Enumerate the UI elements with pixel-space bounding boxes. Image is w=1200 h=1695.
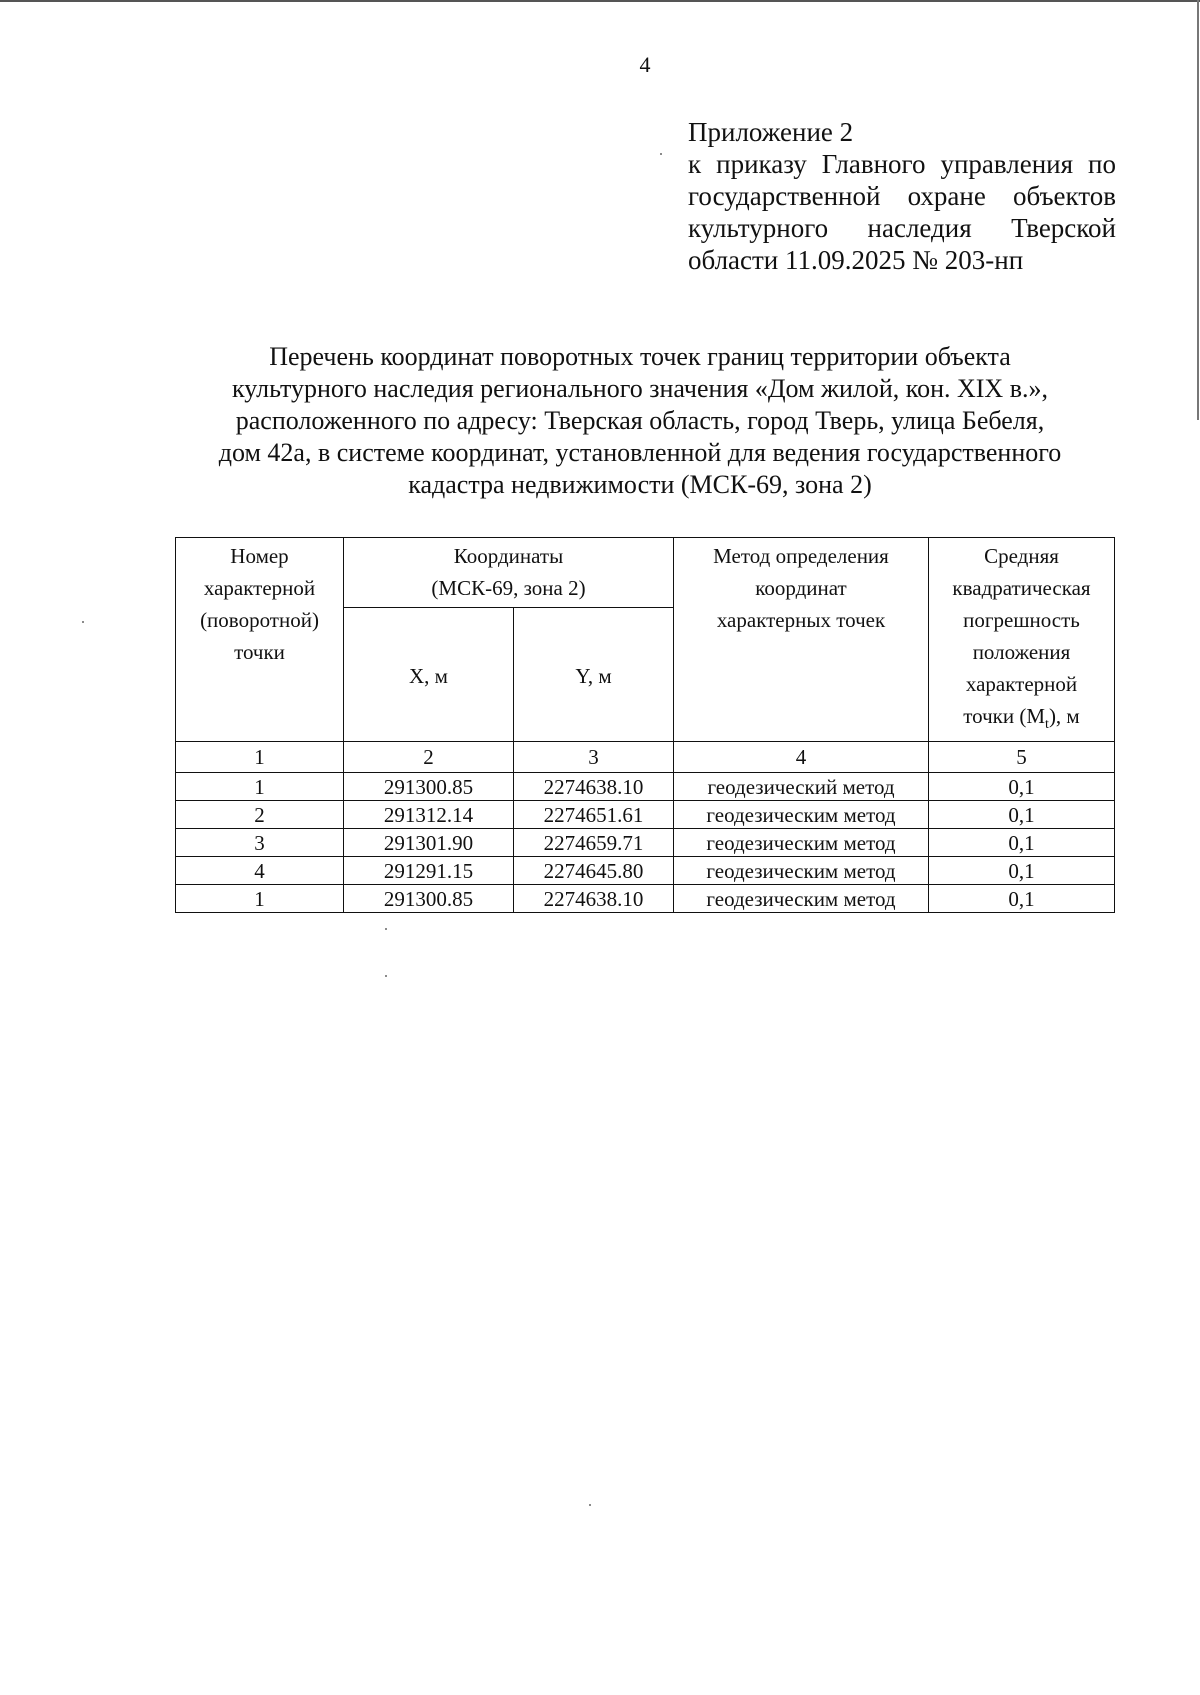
- column-number: 4: [674, 742, 929, 773]
- scan-top-edge: [0, 0, 1200, 2]
- scan-speck: [82, 621, 84, 623]
- cell-point: 4: [176, 857, 344, 885]
- header-point-number: [176, 538, 344, 742]
- cell-method: геодезическим метод: [674, 801, 929, 829]
- cell-x: 291312.14: [344, 801, 514, 829]
- column-number: 1: [176, 742, 344, 773]
- appendix-line: государственной охране объектов: [688, 181, 1116, 211]
- cell-error: 0,1: [929, 829, 1115, 857]
- cell-point: 3: [176, 829, 344, 857]
- table-row: [176, 829, 1115, 857]
- header-text: (поворотной): [200, 608, 319, 632]
- cell-y: 2274638.10: [514, 885, 674, 913]
- cell-x: 291300.85: [344, 885, 514, 913]
- title-line: расположенного по адресу: Тверская область, город Тверь, улица Бебеля,: [235, 406, 1045, 435]
- title-line: Перечень координат поворотных точек границ территории объекта: [269, 342, 1011, 371]
- scan-speck: [660, 153, 662, 155]
- appendix-line: Приложение 2: [688, 117, 854, 147]
- cell-method: геодезический метод: [674, 773, 929, 801]
- title-line: культурного наследия регионального значения «Дом жилой, кон. XIX в.»,: [231, 374, 1048, 403]
- title-line: дом 42а, в системе координат, установленной для ведения государственного: [218, 438, 1062, 467]
- cell-point: 1: [176, 885, 344, 913]
- table-row: [176, 885, 1115, 913]
- header-error: [929, 538, 1115, 742]
- cell-error: 0,1: [929, 857, 1115, 885]
- header-text: [933, 700, 1110, 741]
- header-text: координат: [755, 576, 847, 600]
- header-text: характерной: [965, 672, 1078, 696]
- title-line: кадастра недвижимости (МСК-69, зона 2): [408, 470, 872, 499]
- header-text: Метод определения: [713, 544, 889, 568]
- column-number: 3: [514, 742, 674, 773]
- cell-method: геодезическим метод: [674, 885, 929, 913]
- header-coordinates: [344, 538, 674, 608]
- header-text-part: точки (M: [963, 704, 1046, 728]
- cell-error: 0,1: [929, 801, 1115, 829]
- cell-error: 0,1: [929, 885, 1115, 913]
- cell-error: 0,1: [929, 773, 1115, 801]
- scan-speck: [385, 928, 387, 930]
- cell-x: 291291.15: [344, 857, 514, 885]
- header-text: квадратическая: [952, 576, 1091, 600]
- header-text: положения: [972, 640, 1071, 664]
- appendix-line: к приказу Главного управления по: [688, 149, 1116, 179]
- cell-point: 1: [176, 773, 344, 801]
- cell-y: 2274659.71: [514, 829, 674, 857]
- cell-y: 2274645.80: [514, 857, 674, 885]
- header-text: характерной: [203, 576, 316, 600]
- header-text: характерных точек: [716, 608, 886, 632]
- cell-x: 291300.85: [344, 773, 514, 801]
- appendix-line: области 11.09.2025 № 203-нп: [688, 245, 1024, 275]
- header-y: Y, м: [514, 608, 674, 742]
- scan-speck: [589, 1504, 591, 1506]
- column-number: 2: [344, 742, 514, 773]
- cell-x: 291301.90: [344, 829, 514, 857]
- header-text: (МСК-69, зона 2): [431, 576, 586, 600]
- header-subscript: t: [1045, 717, 1049, 733]
- cell-point: 2: [176, 801, 344, 829]
- header-text: Координаты: [453, 544, 564, 568]
- page-number: 4: [639, 52, 651, 77]
- table-row: [176, 857, 1115, 885]
- document-title: [170, 341, 1110, 501]
- table-row: [176, 773, 1115, 801]
- header-text: погрешность: [963, 608, 1080, 632]
- scan-speck: [385, 975, 387, 977]
- header-text: Средняя: [984, 544, 1059, 568]
- cell-y: 2274651.61: [514, 801, 674, 829]
- table-row: [176, 801, 1115, 829]
- cell-y: 2274638.10: [514, 773, 674, 801]
- appendix-line: культурного наследия Тверской: [688, 213, 1116, 243]
- cell-method: геодезическим метод: [674, 829, 929, 857]
- column-number: 5: [929, 742, 1115, 773]
- scan-right-edge: [1197, 0, 1199, 420]
- appendix-header: [688, 116, 1116, 276]
- header-text: точки: [234, 640, 285, 664]
- header-method: [674, 538, 929, 742]
- header-text-part: ), м: [1048, 704, 1080, 728]
- header-text: Номер: [230, 544, 289, 568]
- coordinates-table: [175, 537, 1115, 913]
- header-x: X, м: [344, 608, 514, 742]
- cell-method: геодезическим метод: [674, 857, 929, 885]
